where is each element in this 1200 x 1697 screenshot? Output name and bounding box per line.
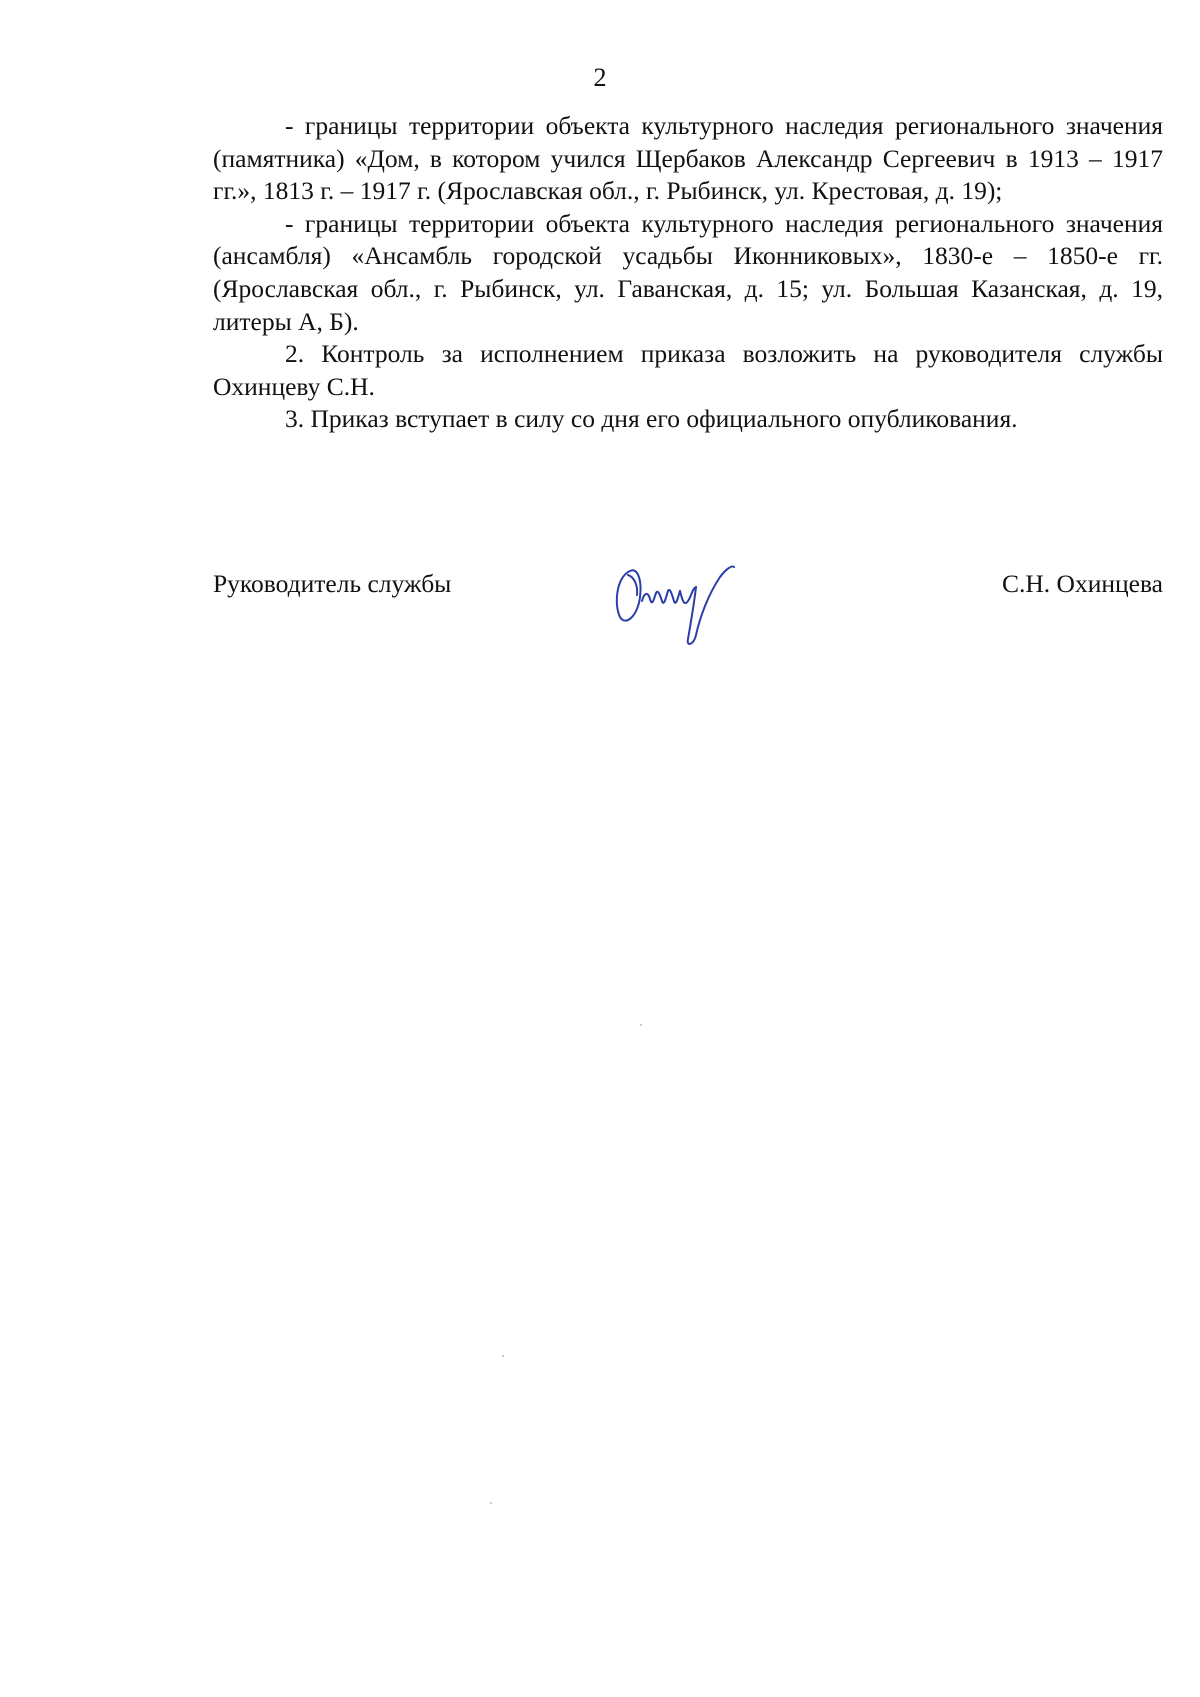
page-number: 2 — [593, 63, 607, 92]
paragraph-territory-1: - границы территории объекта культурного наследия регионального значения (памятника) «Дом, в котором учился Щербаков Александр Сергеевич в 1913 – 1917 гг.», 1813 г. – 1917 г. (Ярославская обл., г. Рыбинск, ул. Крестовая, д. 19); — [213, 111, 1163, 206]
paragraph-territory-2: - границы территории объекта культурного наследия регионального значения (ансамбля) «Ансамбль городской усадьбы Иконниковых», 1830-е – 1850-е гг. (Ярославская обл., г. Рыбинск, ул. Гаванская, д. 15; ул. Большая Казанская, д. 19, литеры А, Б). — [213, 208, 1163, 336]
handwritten-signature-icon — [608, 555, 758, 655]
paragraph-effective: 3. Приказ вступает в силу со дня его официального опубликования. — [285, 404, 1018, 434]
scan-speck — [502, 1355, 504, 1357]
signatory-name: С.Н. Охинцева — [1002, 569, 1163, 598]
scan-speck — [490, 1502, 492, 1504]
document-body — [213, 110, 1163, 436]
signature-block — [213, 555, 1163, 655]
scan-speck — [640, 1024, 642, 1026]
signatory-title: Руководитель службы — [213, 569, 452, 598]
paragraph-control: 2. Контроль за исполнением приказа возложить на руководителя службы Охинцеву С.Н. — [213, 339, 1163, 401]
